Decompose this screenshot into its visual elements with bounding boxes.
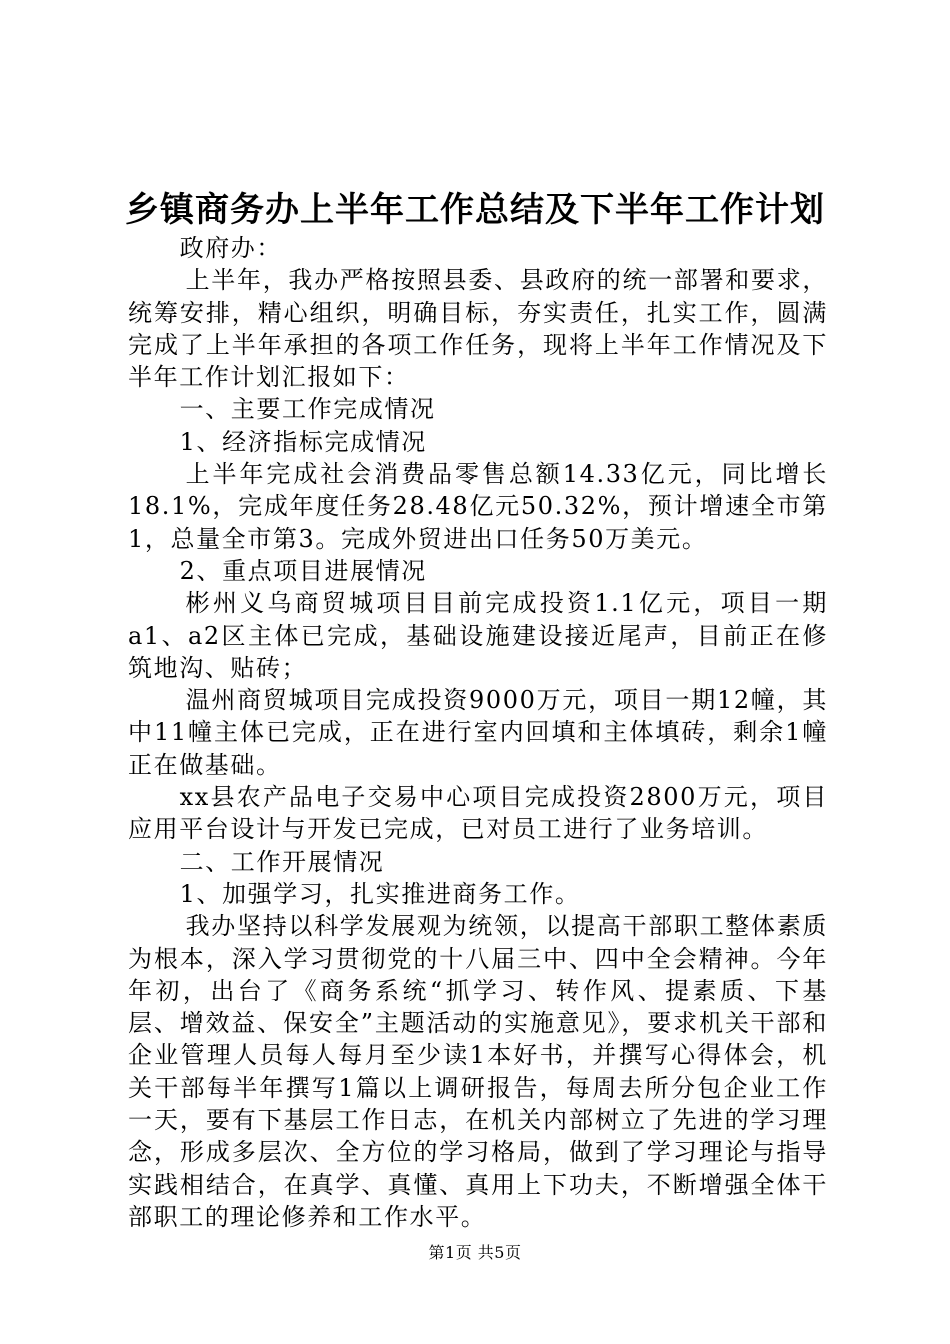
- subheading-key-projects: 2、重点项目进展情况: [179, 556, 427, 585]
- subheading-economic-indicators: 1、经济指标完成情况: [179, 427, 427, 456]
- section-heading-work-progress: 二、工作开展情况: [179, 847, 385, 876]
- paragraph-learning: 我办坚持以科学发展观为统领，以提高干部职工整体素质为根本，深入学习贯彻党的十八届三中、四中全会精神。今年年初，出台了《商务系统“抓学习、转作风、提素质、下基层、增效益、保安全”主题活动的实施意见》，要求机关干部和企业管理人员每人每月至少读1本好书，并撰写心得体会，机关干部每半年撰写1篇以上调研报告，每周去所分包企业工作一天，要有下基层工作日志，在机关内部树立了先进的学习理念，形成多层次、全方位的学习格局，做到了学习理论与指导实践相结合，在真学、真懂、真用上下功夫，不断增强全体干部职工的理论修养和工作水平。: [128, 912, 828, 1231]
- subheading-strengthen-learning: 1、加强学习，扎实推进商务工作。: [179, 879, 581, 908]
- paragraph-yiwu-project: 彬州义乌商贸城项目目前完成投资1.1亿元，项目一期a1、a2区主体已完成，基础设施建设接近尾声，目前正在修筑地沟、贴砖；: [128, 589, 828, 682]
- paragraph-intro: 上半年，我办严格按照县委、县政府的统一部署和要求，统筹安排，精心组织，明确目标，夯实责任，扎实工作，圆满完成了上半年承担的各项工作任务，现将上半年工作情况及下半年工作计划汇报如下：: [128, 266, 828, 392]
- page-number-footer: 第1页 共5页: [428, 1243, 522, 1262]
- salutation: 政府办：: [179, 234, 282, 262]
- document-title: 乡镇商务办上半年工作总结及下半年工作计划: [125, 190, 825, 230]
- paragraph-wenzhou-project: 温州商贸城项目完成投资9000万元，项目一期12幢，其中11幢主体已完成，正在进行室内回填和主体填砖，剩余1幢正在做基础。: [128, 686, 828, 779]
- document-body: [128, 232, 828, 1233]
- paragraph-agri-ecommerce-project: xx县农产品电子交易中心项目完成投资2800万元，项目应用平台设计与开发已完成，已对员工进行了业务培训。: [128, 783, 828, 844]
- section-heading-main-work: 一、主要工作完成情况: [179, 395, 436, 424]
- paragraph-economic-indicators: 上半年完成社会消费品零售总额14.33亿元，同比增长18.1%，完成年度任务28.48亿元50.32%，预计增速全市第1，总量全市第3。完成外贸进出口任务50万美元。: [128, 460, 828, 553]
